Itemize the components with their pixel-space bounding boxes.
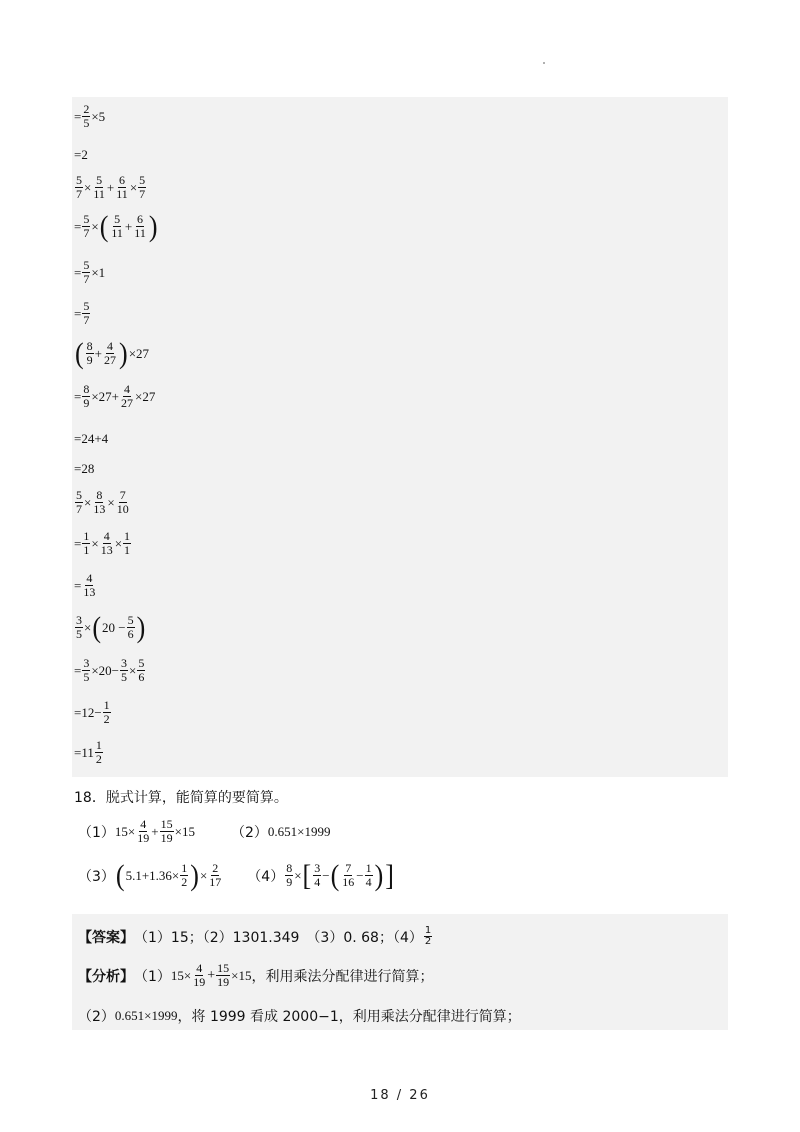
eq: = (74, 535, 82, 551)
fraction: $\frac{4}{13}$ (100, 529, 113, 557)
step-line (74, 699, 112, 726)
eq: = (74, 108, 82, 124)
op: × (294, 867, 302, 883)
left-paren: ( (99, 209, 109, 243)
right-paren: ) (119, 336, 128, 370)
fraction: $\frac{4}{27}$ (121, 382, 134, 410)
text: ×20− (91, 662, 120, 678)
answer-line: 【答案】 （1）15；（2）1301.349 （3）0. 68；（4） 1 2 (78, 925, 432, 947)
step-line (74, 103, 105, 130)
fraction: $\frac{6}{11}$ (134, 212, 146, 240)
fraction: $\frac{7}{10}$ (116, 488, 129, 516)
fraction: $\frac{4}{13}$ (83, 571, 96, 599)
text: 5.1+1.36× (125, 867, 180, 883)
page-number: 18 / 26 (370, 1088, 430, 1103)
fraction: $\frac{3}{5}$ (83, 656, 90, 684)
text: 20 − (102, 619, 126, 635)
step-line (74, 174, 147, 201)
eq: = (74, 388, 82, 404)
analysis-line-1: 【分析】 （1） 15× $\frac{4}{19}$ + $\frac{15}{19}$ ×15 ，利用乘法分配律进行简算； (78, 961, 434, 989)
fraction: $\frac{4}{19}$ (193, 961, 206, 989)
analysis-line-2: （2） 0.651×1999 ，将 1999 看成 2000−1，利用乘法分配律进行简算； (78, 1008, 521, 1025)
op: − (356, 867, 364, 883)
eq: = (74, 577, 82, 593)
op: × (199, 867, 208, 883)
text: =2 (74, 147, 88, 162)
fraction: $\frac{5}{7}$ (76, 488, 82, 516)
left-paren: ( (92, 610, 102, 644)
op: × (129, 179, 138, 195)
step-line (74, 572, 97, 599)
eq: = (74, 305, 82, 321)
text: ×1 (91, 264, 106, 280)
step-line (74, 431, 108, 447)
eq: = (74, 218, 82, 234)
fraction: $\frac{5}{7}$ (139, 173, 146, 201)
op: × (91, 218, 99, 234)
fraction: $\frac{2}{17}$ (209, 861, 222, 889)
op: + (151, 823, 159, 839)
text: ×27+ (91, 388, 120, 404)
fraction: $\frac{5}{7}$ (83, 212, 90, 240)
right-paren: ) (148, 209, 158, 243)
fraction: $\frac{1}{4}$ (365, 861, 372, 889)
fraction: $\frac{3}{5}$ (121, 656, 128, 684)
fraction: $\frac{4}{19}$ (137, 817, 150, 845)
fraction: 5 11 (111, 212, 123, 240)
fraction: $\frac{2}{5}$ (83, 102, 90, 130)
fraction: $\frac{1}{1}$ (124, 529, 131, 557)
op: + (124, 218, 133, 234)
right-paren: ) (190, 858, 199, 892)
step-line (74, 209, 159, 243)
fraction: 3 4 (314, 861, 321, 889)
op: + (94, 345, 103, 361)
op: × (114, 535, 123, 551)
op: × (84, 494, 92, 510)
question-title: 18．脱式计算，能简算的要简算。 (74, 790, 288, 806)
scan-speck (543, 62, 545, 64)
step-line (74, 147, 88, 163)
fraction: $\frac{5}{6}$ (127, 613, 134, 641)
op: × (129, 662, 137, 678)
text: =11 (74, 744, 94, 760)
text: ×15 (174, 823, 195, 839)
fraction: $\frac{8}{13}$ (93, 488, 106, 516)
step-line (74, 739, 104, 766)
fraction: $\frac{15}{19}$ (160, 817, 173, 845)
fraction: $\frac{5}{7}$ (76, 173, 82, 201)
op: × (84, 179, 92, 195)
step-line (74, 657, 146, 684)
step-line (74, 383, 155, 410)
question-row-1: （1） 15× $\frac{4}{19}$ + $\frac{15}{19}$ ×15 （2） 0.651×1999 (78, 817, 331, 845)
step-line (74, 336, 150, 370)
fraction: $\frac{5}{7}$ (83, 299, 90, 327)
step-line (74, 489, 131, 516)
step-line (74, 461, 94, 477)
left-paren: ( (115, 858, 125, 892)
fraction: $\frac{3}{5}$ (76, 613, 82, 641)
left-paren: ( (330, 858, 340, 892)
step-line (74, 530, 132, 557)
fraction: $\frac{1}{1}$ (83, 529, 90, 557)
fraction: 8 9 (86, 339, 93, 367)
fraction: $\frac{8}{9}$ (286, 861, 293, 889)
eq: = (74, 264, 82, 280)
op: × (91, 535, 99, 551)
fraction: $\frac{1}{2}$ (181, 861, 188, 889)
fraction: $\frac{4}{27}$ (104, 339, 117, 367)
text: =28 (74, 461, 95, 476)
text: =24+4 (74, 431, 109, 446)
fraction: $\frac{5}{11}$ (93, 173, 105, 201)
op: + (106, 179, 115, 195)
fraction: $\frac{1}{2}$ (103, 698, 110, 726)
fraction: $\frac{15}{19}$ (217, 961, 230, 989)
right-paren: ) (374, 858, 384, 892)
op: − (322, 867, 330, 883)
right-bracket: ] (385, 858, 394, 892)
fraction: $\frac{6}{11}$ (116, 173, 128, 201)
fraction: $\frac{5}{7}$ (83, 258, 90, 286)
op: × (84, 619, 92, 635)
text: =12− (74, 704, 102, 720)
text: 0.651×1999 (267, 823, 331, 839)
text: ×5 (91, 108, 106, 124)
op: × (107, 494, 115, 510)
fraction: $\frac{5}{6}$ (138, 656, 145, 684)
question-row-2: （3） ( 5.1+1.36× $\frac{1}{2}$ ) × $\frac{2}{17}$ （4） $\frac{8}{9}$ × [ 3 4 − ( 7 16 − $\frac{1}{4}$ ) ] (78, 858, 394, 892)
step-line (74, 610, 146, 644)
fraction: 1 2 (424, 925, 432, 947)
fraction: 7 16 (342, 861, 355, 889)
eq: = (74, 662, 82, 678)
fraction: $\frac{8}{9}$ (83, 382, 90, 410)
fraction: 1 2 (95, 738, 102, 766)
text: ×27 (135, 388, 156, 404)
right-paren: ) (136, 610, 146, 644)
step-line (74, 300, 91, 327)
solution-block (72, 97, 728, 777)
step-line (74, 259, 105, 286)
left-paren: ( (75, 336, 84, 370)
left-bracket: [ (302, 858, 312, 892)
text: 15× (114, 823, 136, 839)
text: ×27 (128, 345, 150, 361)
